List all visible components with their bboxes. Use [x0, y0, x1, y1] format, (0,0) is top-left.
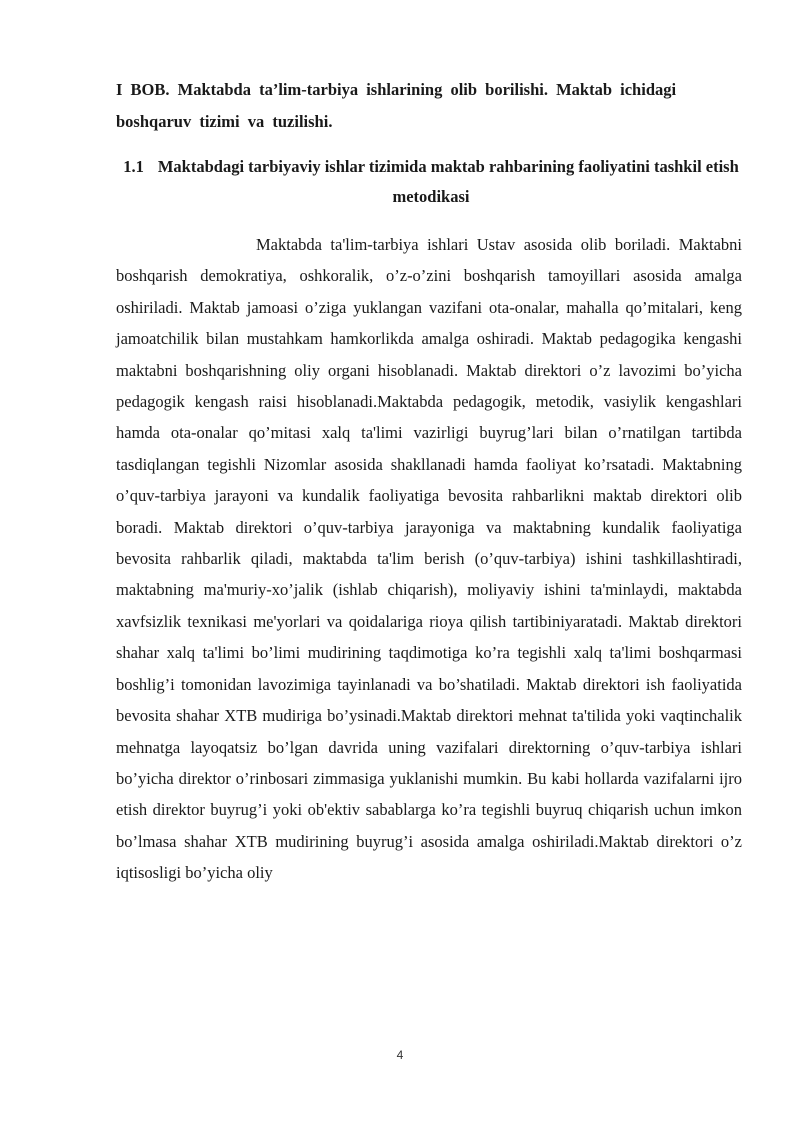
- section-title: Maktabdagi tarbiyaviy ishlar tizimida maktab rahbarining faoliyatini tashkil etish metodikasi: [157, 157, 739, 206]
- body-paragraph: [116, 229, 742, 889]
- chapter-title: I BOB. Maktabda ta’lim-tarbiya ishlarining olib borilishi. Maktab ichidagi boshqaruv tizimi va tuzilishi.: [116, 80, 677, 131]
- section-heading: [116, 152, 746, 212]
- body-text: Maktabda ta'lim-tarbiya ishlari Ustav asosida olib boriladi. Maktabni boshqarish demokratiya, oshkoralik, o’z-o’zini boshqarish tamoyillari asosida amalga oshiriladi. Maktab jamoasi o’ziga yuklangan vazifani ota-onalar, mahalla qo’mitalari, keng jamoatchilik bilan mustahkam hamkorlikda amalga oshiradi. Maktab pedagogika kengashi maktabni boshqarishning oliy organi hisoblanadi. Maktab direktori o’z lavozimi bo’yicha pedagogik kengash raisi hisoblanadi.Maktabda pedagogik, metodik, vasiylik kengashlari hamda ota-onalar qo’mitasi xalq ta'limi vazirligi buyrug’lari bilan o’rnatilgan tartibda tasdiqlangan tegishli Nizomlar asosida shakllanadi hamda faoliyat ko’rsatadi. Maktabning o’quv-tarbiya jarayoni va kundalik faoliyatiga bevosita rahbarlikni maktab direktori olib boradi. Maktab direktori o’quv-tarbiya jarayoniga va maktabning kundalik faoliyatiga bevosita rahbarlik qiladi, maktabda ta'lim berish (o’quv-tarbiya) ishini tashkillashtiradi, maktabning ma'muriy-xo’jalik (ishlab chiqarish), moliyaviy ishini ta'minlaydi, maktabda xavfsizlik texnikasi me'yorlari va qoidalariga rioya qilish tartibiniyaratadi. Maktab direktori shahar xalq ta'limi bo’limi mudirining taqdimotiga ko’ra tegishli xalq ta'limi boshqarmasi boshlig’i tomonidan lavozimiga tayinlanadi va bo’shatiladi. Maktab direktori ish faoliyatida bevosita shahar XTB mudiriga bo’ysinadi.Maktab direktori mehnat ta'tilida yoki vaqtinchalik mehnatga layoqatsiz bo’lgan davrida uning vazifalari direktorning o’quv-tarbiya ishlari bo’yicha direktor o’rinbosari zimmasiga yuklanishi mumkin. Bu kabi hollarda vazifalarni ijro etish direktor buyrug’i yoki ob'ektiv sabablarga ko’ra tegishli buyruq chiqarish uchun imkon bo’lmasa shahar XTB mudirining buyrug’i asosida amalga oshiriladi.Maktab direktori o’z iqtisosligi bo’yicha oliy: [116, 235, 742, 883]
- page-number: 4: [396, 1048, 404, 1062]
- section-number: 1.1: [123, 157, 144, 176]
